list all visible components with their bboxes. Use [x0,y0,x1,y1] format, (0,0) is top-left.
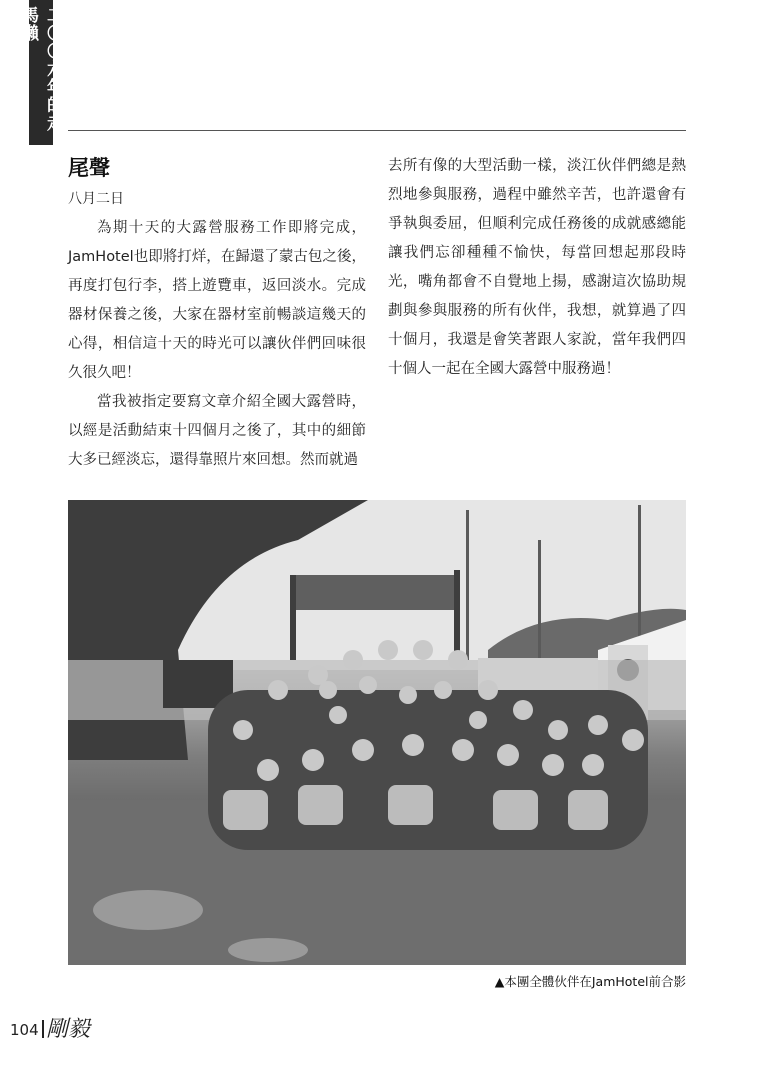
paragraph-1: 為期十天的大露營服務工作即將完成，JamHotel也即將打烊，在歸還了蒙古包之後，再度打包行李，搭上遊覽車，返回淡水。完成器材保養之後，大家在器材室前暢談這幾天的心得，相信這十天的時光可以讓伙伴們回味很久很久吧！ [68,220,366,381]
page-number: 104 [10,1021,39,1039]
group-photo-illustration [68,500,686,965]
section-tab: 二〇〇六年的走馬瀨 [29,0,53,145]
magazine-logo: 剛毅 [46,1017,91,1042]
header-rule [68,130,686,131]
footer-divider [42,1020,44,1038]
group-photo [68,500,686,965]
article-title: 尾聲 [68,156,110,180]
photo-caption: ▲本團全體伙伴在JamHotel前合影 [494,974,686,989]
right-column [388,152,686,384]
paragraph-3: 去所有像的大型活動一樣，淡江伙伴們總是熱烈地參與服務，過程中雖然辛苦，也許還會有爭執與委屈，但順利完成任務後的成就感總能讓我們忘卻種種不愉快，每當回想起那段時光，嘴角都會不自覺地上揚，感謝這次協助規劃與參與服務的所有伙伴，我想，就算過了四十個月，我還是會笑著跟人家說，當年我們四十個人一起在全國大露營中服務過！ [388,158,686,377]
article-date: 八月二日 [68,191,124,207]
left-column [68,152,366,475]
paragraph-2: 當我被指定要寫文章介紹全國大露營時，以經是活動結束十四個月之後了，其中的細節大多已經淡忘，還得靠照片來回想。然而就過 [68,394,366,468]
